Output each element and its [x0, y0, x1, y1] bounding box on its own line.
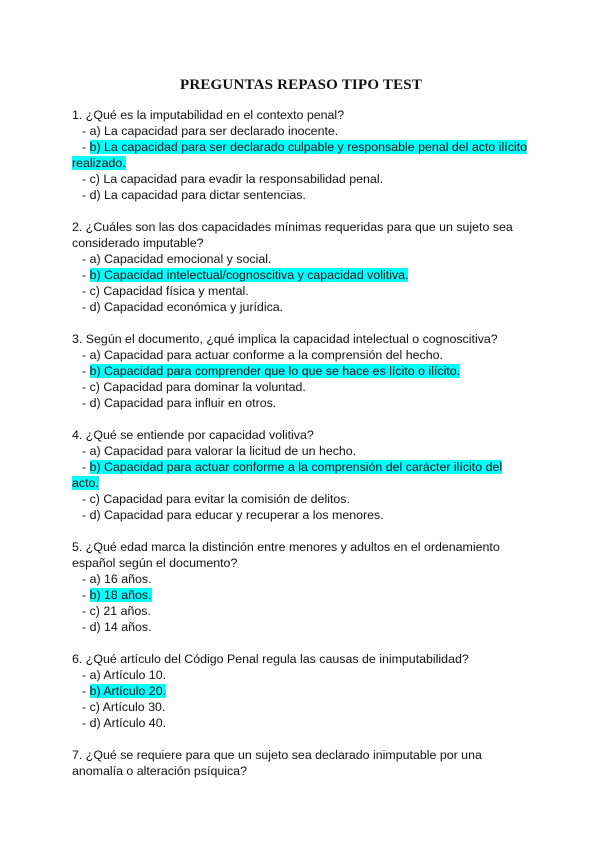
- option-text: a) Capacidad emocional y social.: [89, 252, 272, 266]
- option-dash: -: [82, 380, 90, 394]
- question-block: [72, 747, 530, 779]
- option-dash: -: [82, 284, 90, 298]
- question-text: 6. ¿Qué artículo del Código Penal regula las causas de inimputabilidad?: [72, 652, 469, 666]
- answer-option: [72, 507, 530, 523]
- question-block: [72, 107, 530, 203]
- option-text: c) Capacidad física y mental.: [89, 284, 249, 298]
- question-block: [72, 651, 530, 731]
- answer-option: [72, 347, 530, 363]
- option-text: d) Artículo 40.: [89, 716, 167, 730]
- option-dash: -: [82, 716, 90, 730]
- option-text: a) Capacidad para actuar conforme a la comprensión del hecho.: [89, 348, 443, 362]
- option-dash: -: [82, 460, 90, 474]
- answer-option: [72, 603, 530, 619]
- option-dash: -: [82, 364, 90, 378]
- question-text: 5. ¿Qué edad marca la distinción entre menores y adultos en el ordenamiento español según el documento?: [72, 540, 500, 570]
- option-text: a) Capacidad para valorar la licitud de un hecho.: [89, 444, 357, 458]
- option-dash: -: [82, 252, 90, 266]
- option-text: d) La capacidad para dictar sentencias.: [89, 188, 306, 202]
- question-text: 7. ¿Qué se requiere para que un sujeto sea declarado inimputable por una anomalía o alteración psíquica?: [72, 748, 482, 778]
- option-text: d) 14 años.: [89, 620, 152, 634]
- question-text: 3. Según el documento, ¿qué implica la capacidad intelectual o cognoscitiva?: [72, 332, 498, 346]
- option-dash: -: [82, 444, 90, 458]
- answer-option: [72, 491, 530, 507]
- option-dash: -: [82, 124, 90, 138]
- answer-option-correct: [72, 683, 530, 699]
- option-text: c) Capacidad para evitar la comisión de delitos.: [89, 492, 350, 506]
- question-block: [72, 427, 530, 523]
- option-text: b) Artículo 20.: [89, 684, 167, 698]
- option-dash: -: [82, 572, 90, 586]
- answer-option: [72, 667, 530, 683]
- question-block: [72, 219, 530, 315]
- answer-option: [72, 571, 530, 587]
- answer-option-correct: [72, 459, 530, 491]
- option-text: b) Capacidad intelectual/cognoscitiva y capacidad volitiva.: [89, 268, 409, 282]
- answer-option: [72, 187, 530, 203]
- option-dash: -: [82, 508, 90, 522]
- option-dash: -: [82, 684, 90, 698]
- option-text: d) Capacidad para educar y recuperar a los menores.: [89, 508, 384, 522]
- option-dash: -: [82, 348, 90, 362]
- option-dash: -: [82, 588, 90, 602]
- option-dash: -: [82, 604, 90, 618]
- option-text: d) Capacidad económica y jurídica.: [89, 300, 284, 314]
- document-title: PREGUNTAS REPASO TIPO TEST: [179, 77, 423, 93]
- option-text: b) Capacidad para comprender que lo que se hace es lícito o ilícito.: [89, 364, 461, 378]
- option-text: b) La capacidad para ser declarado culpable y responsable penal del acto ilícito realizado.: [72, 140, 527, 170]
- option-dash: -: [82, 300, 90, 314]
- answer-option: [72, 715, 530, 731]
- answer-option: [72, 395, 530, 411]
- option-text: b) Capacidad para actuar conforme a la comprensión del carácter ilícito del acto.: [72, 460, 503, 490]
- question-text: 2. ¿Cuáles son las dos capacidades mínimas requeridas para que un sujeto sea considerado imputable?: [72, 220, 513, 250]
- option-text: c) La capacidad para evadir la responsabilidad penal.: [89, 172, 384, 186]
- question-block: [72, 539, 530, 635]
- option-text: c) Artículo 30.: [89, 700, 166, 714]
- question-text: 1. ¿Qué es la imputabilidad en el contexto penal?: [72, 108, 345, 122]
- answer-option: [72, 283, 530, 299]
- answer-option: [72, 699, 530, 715]
- option-text: a) La capacidad para ser declarado inocente.: [89, 124, 339, 138]
- option-text: d) Capacidad para influir en otros.: [89, 396, 277, 410]
- option-text: a) Artículo 10.: [89, 668, 167, 682]
- answer-option-correct: [72, 139, 530, 171]
- answer-option-correct: [72, 587, 530, 603]
- answer-option: [72, 619, 530, 635]
- option-dash: -: [82, 668, 90, 682]
- option-dash: -: [82, 172, 90, 186]
- question-text: 4. ¿Qué se entiende por capacidad volitiva?: [72, 428, 314, 442]
- option-dash: -: [82, 188, 90, 202]
- option-dash: -: [82, 140, 90, 154]
- option-text: b) 18 años.: [89, 588, 152, 602]
- option-dash: -: [82, 268, 90, 282]
- answer-option: [72, 123, 530, 139]
- answer-option: [72, 251, 530, 267]
- answer-option: [72, 171, 530, 187]
- option-text: c) 21 años.: [89, 604, 151, 618]
- answer-option: [72, 299, 530, 315]
- option-dash: -: [82, 620, 90, 634]
- option-text: a) 16 años.: [89, 572, 152, 586]
- question-block: [72, 331, 530, 411]
- option-text: c) Capacidad para dominar la voluntad.: [89, 380, 306, 394]
- option-dash: -: [82, 396, 90, 410]
- option-dash: -: [82, 492, 90, 506]
- answer-option-correct: [72, 363, 530, 379]
- answer-option-correct: [72, 267, 530, 283]
- answer-option: [72, 379, 530, 395]
- answer-option: [72, 443, 530, 459]
- question-list: [72, 107, 530, 779]
- option-dash: -: [82, 700, 90, 714]
